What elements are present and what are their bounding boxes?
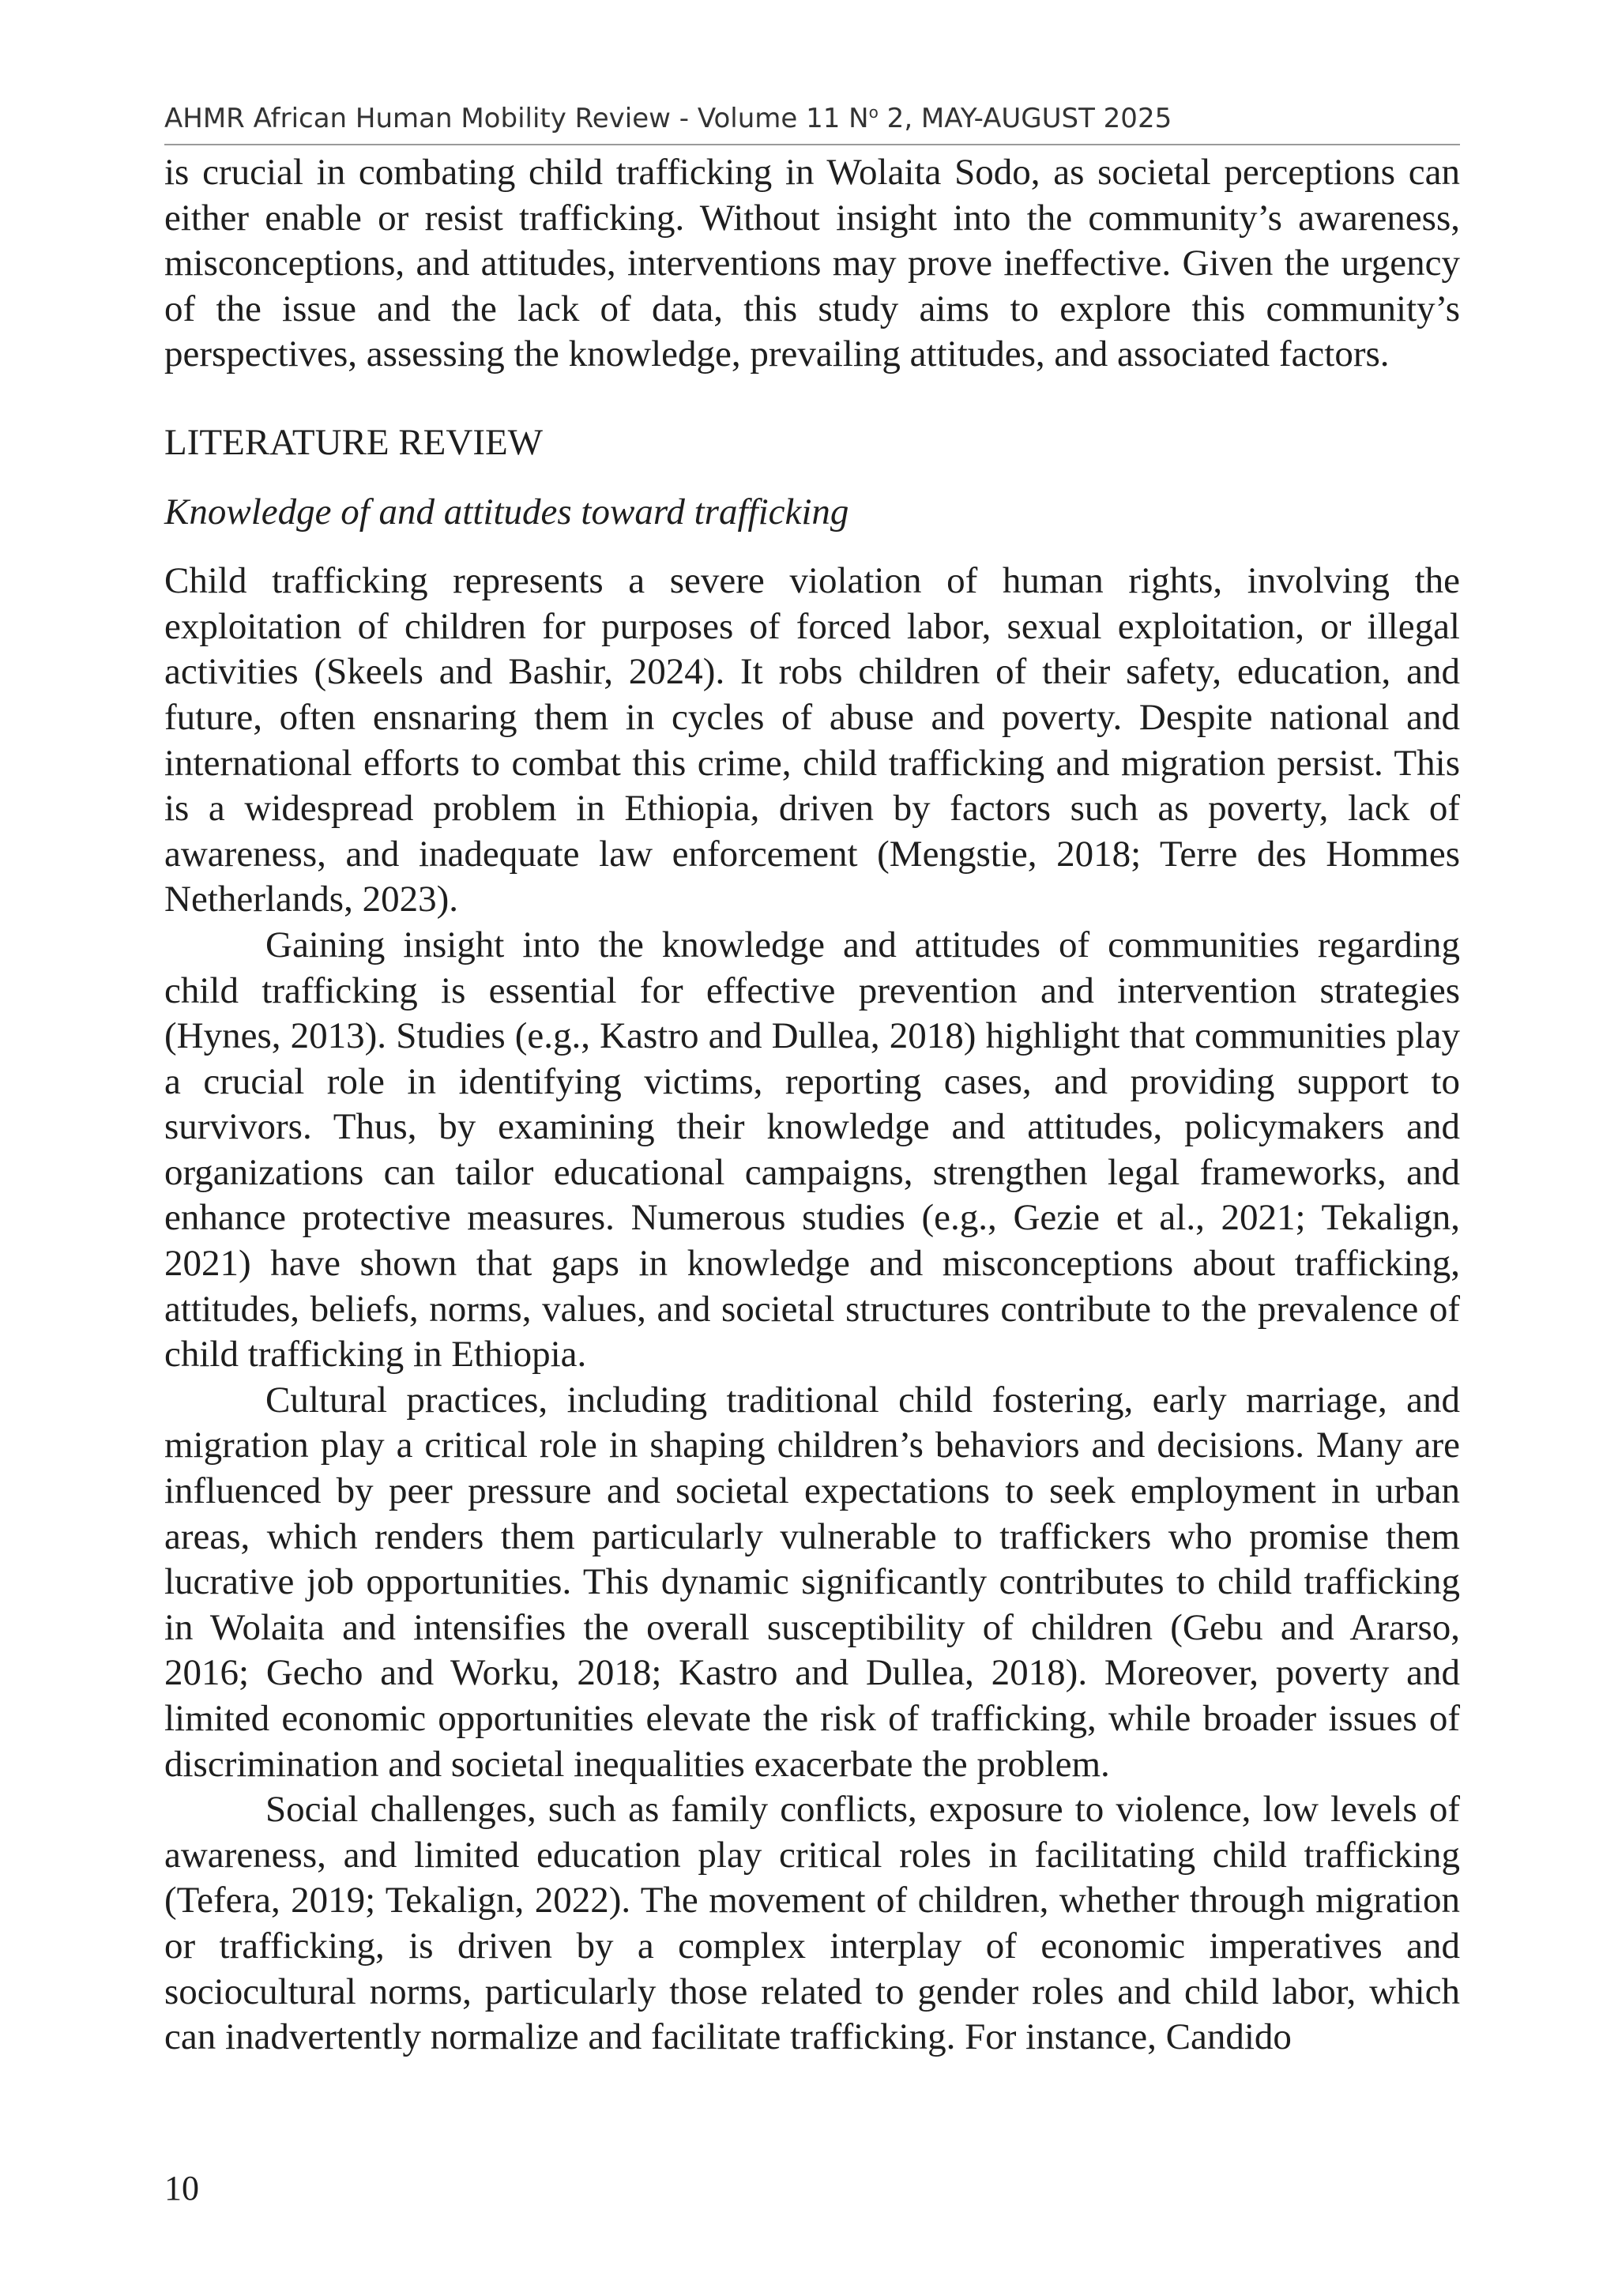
- journal-issue-date: 2, MAY-AUGUST 2025: [878, 103, 1172, 134]
- paragraph-3: Cultural practices, including traditional child fostering, early marriage, and migration play a critical role in shaping children’s behaviors and decisions. Many are influenced by peer pressure and societal expectations to seek employment in urban areas, which renders them particularly vulnerable to traffickers who promise them lucrative job opportunities. This dynamic significantly contributes to child trafficking in Wolaita and intensifies the overall susceptibility of children (Gebu and Ararso, 2016; Gecho and Worku, 2018; Kastro and Dullea, 2018). Moreover, poverty and limited economic opportunities elevate the risk of trafficking, while broader issues of discrimination and societal inequalities exacerbate the problem.: [164, 1379, 1460, 1785]
- paragraph-4: Social challenges, such as family conflicts, exposure to violence, low levels of awareness, and limited education play critical roles in facilitating child trafficking (Tefera, 2019; Tekalign, 2022). The movement of children, whether through migration or trafficking, is driven by a complex interplay of economic imperatives and sociocultural norms, particularly those related to gender roles and child labor, which can inadvertently normalize and facilitate trafficking. For instance, Candido: [164, 1789, 1460, 2058]
- paragraph-2: Gaining insight into the knowledge and attitudes of communities regarding child trafficking is essential for effective prevention and intervention strategies (Hynes, 2013). Studies (e.g., Kastro and Dullea, 2018) highlight that communities play a crucial role in identifying victims, reporting cases, and providing support to survivors. Thus, by examining their knowledge and attitudes, policymakers and organizations can tailor educational campaigns, strengthen legal frameworks, and enhance protective measures. Numerous studies (e.g., Gezie et al., 2021; Tekalign, 2021) have shown that gaps in knowledge and misconceptions about trafficking, attitudes, beliefs, norms, values, and societal structures contribute to the prevalence of child trafficking in Ethiopia.: [164, 924, 1460, 1376]
- paragraph-intro-continuation: is crucial in combating child trafficking in Wolaita Sodo, as societal perceptions can either enable or resist trafficking. Without insight into the community’s awareness, misconceptions, and attitudes, interventions may prove ineffective. Given the urgency of the issue and the lack of data, this study aims to explore this community’s perspectives, assessing the knowledge, prevailing attitudes, and associated factors.: [164, 152, 1460, 375]
- page-content: [164, 93, 1460, 2226]
- paragraph-1: Child trafficking represents a severe violation of human rights, involving the exploitation of children for purposes of forced labor, sexual exploitation, or illegal activities (Skeels and Bashir, 2024). It robs children of their safety, education, and future, often ensnaring them in cycles of abuse and poverty. Despite national and international efforts to combat this crime, child trafficking and migration persist. This is a widespread problem in Ethiopia, driven by factors such as poverty, lack of awareness, and inadequate law enforcement (Mengstie, 2018; Terre des Hommes Netherlands, 2023).: [164, 560, 1460, 920]
- section-heading: LITERATURE REVIEW: [164, 421, 544, 463]
- issue-number-superscript: o: [868, 103, 879, 122]
- subsection-heading: Knowledge of and attitudes toward trafficking: [164, 491, 849, 533]
- page-number: 10: [164, 2169, 199, 2208]
- journal-title: AHMR African Human Mobility Review - Volume 11 N: [164, 103, 869, 134]
- running-header: [164, 93, 1460, 145]
